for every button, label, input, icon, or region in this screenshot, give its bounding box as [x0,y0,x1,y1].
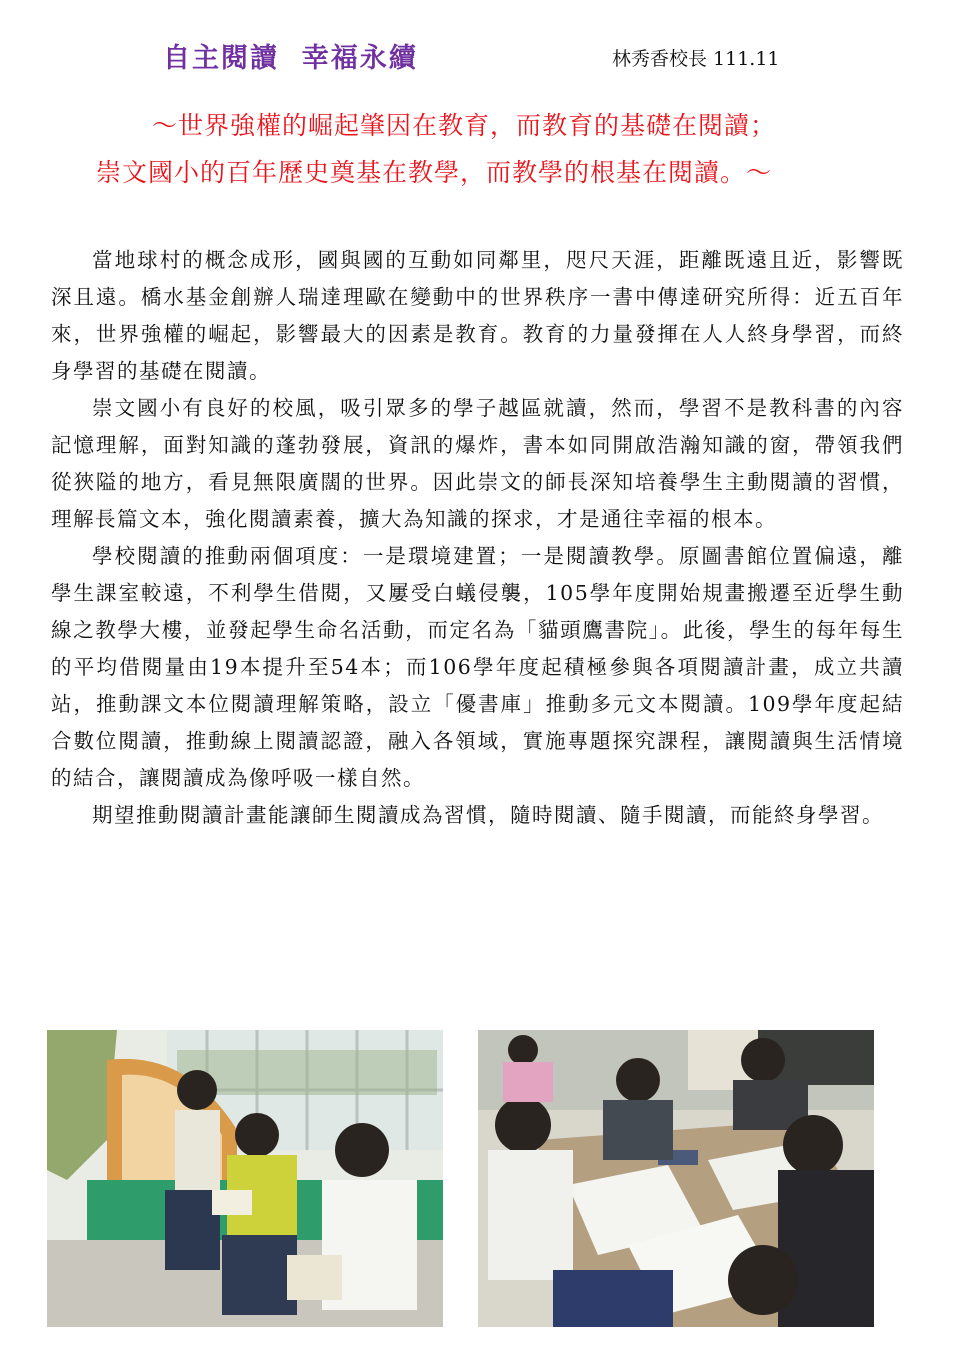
photo-students-reading-bench [47,1030,443,1327]
author-line: 林秀香校長 111.11 [612,48,780,70]
page-title: 自主閱讀 幸福永續 [163,43,418,74]
photo-students-at-table [478,1030,874,1327]
paragraph-4: 期望推動閱讀計畫能讓師生閱讀成為習慣，隨時閱讀、隨手閱讀，而能終身學習。 [92,803,884,827]
paragraph-1: 當地球村的概念成形，國與國的互動如同鄰里，咫尺天涯，距離既遠且近，影響既深且遠。橋水基金創辦人瑞達理歐在變動中的世界秩序一書中傳達研究所得：近五百年來，世界強權的崛起，影響最大的因素是教育。教育的力量發揮在人人終身學習，而終身學習的基礎在閱讀。 [51,248,904,383]
motto-line-1: ～世界強權的崛起肇因在教育，而教育的基礎在閱讀； [152,111,777,140]
paragraph-2: 崇文國小有良好的校風，吸引眾多的學子越區就讀，然而，學習不是教科書的內容記憶理解，面對知識的蓬勃發展，資訊的爆炸，書本如同開啟浩瀚知識的窗，帶領我們從狹隘的地方，看見無限廣闊的世界。因此崇文的師長深知培養學生主動閱讀的習慣，理解長篇文本，強化閱讀素養，擴大為知識的探求，才是通往幸福的根本。 [51,396,904,531]
paragraph-3: 學校閱讀的推動兩個項度：一是環境建置；一是閱讀教學。原圖書館位置偏遠，離學生課室較遠，不利學生借閱，又屢受白蟻侵襲，105學年度開始規畫搬遷至近學生動線之教學大樓，並發起學生命名活動，而定名為「貓頭鷹書院」。此後，學生的每年每生的平均借閱量由19本提升至54本；而106學年度起積極參與各項閱讀計畫，成立共讀站，推動課文本位閱讀理解策略，設立「優書庫」推動多元文本閱讀。109學年度起結合數位閱讀，推動線上閱讀認證，融入各領域，實施專題探究課程，讓閱讀與生活情境的結合，讓閱讀成為像呼吸一樣自然。 [51,544,904,790]
motto-line-2: 崇文國小的百年歷史奠基在教學，而教學的根基在閱讀。～ [96,158,773,187]
article-body [51,242,904,834]
